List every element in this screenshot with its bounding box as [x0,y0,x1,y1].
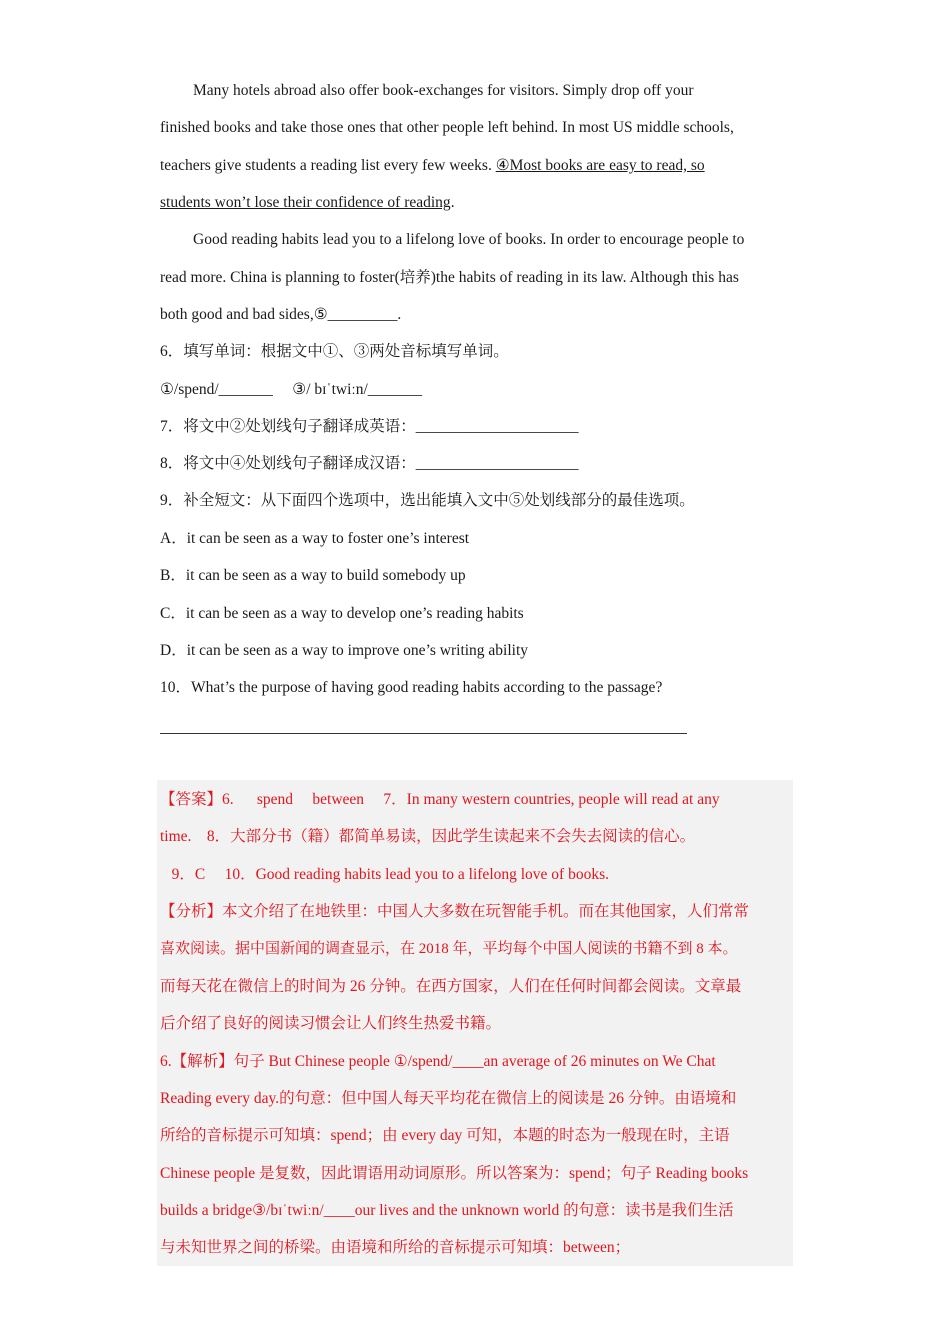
option-b: B．it can be seen as a way to build somebody up [160,567,466,584]
passage-line: both good and bad sides,⑤_________. [160,306,402,323]
analysis-line-1: 【分析】本文介绍了在地铁里：中国人大多数在玩智能手机。而在其他国家，人们常常 [160,903,750,920]
question-6-blanks: ①/spend/_______ ③/ bɪˈtwiːn/_______ [160,381,423,398]
question-9: 9．补全短文：从下面四个选项中，选出能填入文中⑤处划线部分的最佳选项。 [160,492,695,509]
underlined-sentence: ④Most books are easy to read, so [495,157,705,174]
answer-line [160,733,687,734]
analysis-line-3: 而每天花在微信上的时间为 26 分钟。在西方国家，人们在任何时间都会阅读。文章最 [160,978,742,995]
explanation-line-4: Chinese people 是复数，因此谓语用动词原形。所以答案为：spend；句子 Reading books [160,1165,749,1182]
option-a: A．it can be seen as a way to foster one’s interest [160,530,470,547]
answer-line-3: 9．C 10．Good reading habits lead you to a lifelong love of books. [160,866,610,883]
passage-line: finished books and take those ones that other people left behind. In most US middle schools, [160,119,734,136]
passage-text: teachers give students a reading list every few weeks. [160,157,496,174]
question-7: 7．将文中②处划线句子翻译成英语：_____________________ [160,418,579,435]
explanation-line-5: builds a bridge③/bɪˈtwiːn/____our lives and the unknown world 的句意：读书是我们生活 [160,1202,734,1219]
option-d: D．it can be seen as a way to improve one’s writing ability [160,642,529,659]
answer-line-2: time. 8．大部分书（籍）都简单易读，因此学生读起来不会失去阅读的信心。 [160,828,696,845]
answer-line-1: 【答案】6. spend between 7．In many western countries, people will read at any [160,791,720,808]
question-8: 8．将文中④处划线句子翻译成汉语：_____________________ [160,455,579,472]
question-10: 10．What’s the purpose of having good reading habits according to the passage? [160,679,663,696]
explanation-line-1: 6.【解析】句子 But Chinese people ①/spend/____an average of 26 minutes on We Chat [160,1053,716,1070]
passage-text: . [450,194,455,211]
passage-line [160,193,455,213]
underlined-sentence: students won’t lose their confidence of reading [160,194,451,211]
analysis-line-2: 喜欢阅读。据中国新闻的调查显示，在 2018 年，平均每个中国人阅读的书籍不到 8 本。 [160,941,738,957]
analysis-line-4: 后介绍了良好的阅读习惯会让人们终生热爱书籍。 [160,1015,502,1032]
question-6: 6．填写单词：根据文中①、③两处音标填写单词。 [160,343,509,360]
passage-line: Good reading habits lead you to a lifelong love of books. In order to encourage people to [193,231,745,248]
option-c: C．it can be seen as a way to develop one’s reading habits [160,605,524,622]
explanation-line-2: Reading every day.的句意：但中国人每天平均花在微信上的阅读是 26 分钟。由语境和 [160,1090,737,1107]
explanation-line-6: 与未知世界之间的桥梁。由语境和所给的音标提示可知填：between； [160,1239,631,1256]
passage-line: Many hotels abroad also offer book-exchanges for visitors. Simply drop off your [193,82,694,99]
passage-line [160,156,705,176]
explanation-line-3: 所给的音标提示可知填：spend；由 every day 可知，本题的时态为一般现在时，主语 [160,1127,730,1144]
passage-line: read more. China is planning to foster(培养)the habits of reading in its law. Although this has [160,269,739,286]
